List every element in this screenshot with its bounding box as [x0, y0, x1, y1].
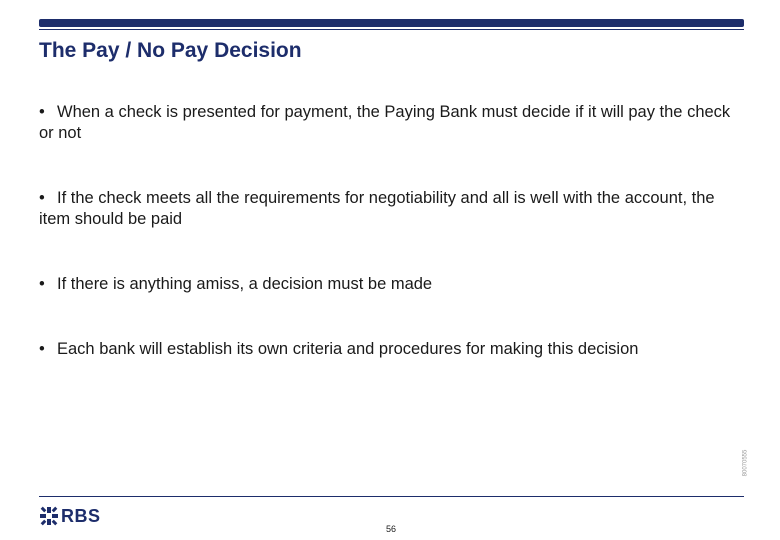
logo-text: RBS: [61, 505, 101, 526]
page-number: 56: [386, 524, 397, 534]
bullet-symbol: •: [39, 103, 45, 121]
bullet-text: If there is anything amiss, a decision must be made: [57, 275, 433, 293]
rbs-daisy-wheel-icon: [39, 506, 59, 526]
bullet-item: [39, 188, 744, 230]
footer-rule: [39, 496, 744, 497]
bullet-text: Each bank will establish its own criteria and procedures for making this decision: [57, 340, 639, 358]
document-code-text: 80070555: [742, 449, 749, 477]
header-rule-thick: [39, 19, 744, 27]
bullet-item: [39, 274, 744, 295]
bullet-text: When a check is presented for payment, the Paying Bank must decide if it will pay the check or not: [39, 103, 731, 142]
header-rule-thin: [39, 29, 744, 30]
bullet-item: [39, 339, 744, 360]
rbs-logo: [39, 506, 101, 526]
bullet-symbol: •: [39, 189, 45, 207]
bullet-symbol: •: [39, 340, 45, 358]
bullet-item: [39, 102, 744, 144]
slide-title: The Pay / No Pay Decision: [39, 39, 302, 62]
bullet-text: If the check meets all the requirements for negotiability and all is well with the account, the item should be paid: [39, 189, 715, 228]
document-code: [742, 440, 762, 490]
bullet-symbol: •: [39, 275, 45, 293]
bullet-list: [39, 102, 744, 360]
